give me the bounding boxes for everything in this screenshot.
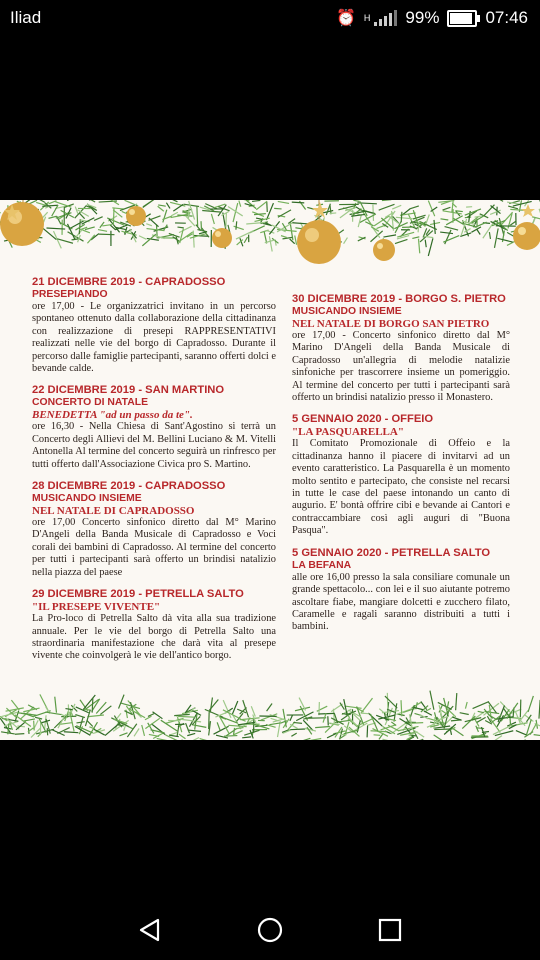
pine-needle: [367, 725, 368, 737]
pine-needle: [15, 734, 24, 735]
pine-needle: [443, 236, 459, 243]
pine-needle: [188, 208, 189, 219]
pine-needle: [278, 201, 289, 203]
pine-needle: [11, 700, 19, 710]
pine-needle: [315, 726, 330, 727]
events-column-right: [292, 293, 510, 643]
pine-needle: [422, 739, 437, 740]
pine-needle: [201, 221, 202, 231]
event-21-dicembre: [32, 276, 276, 375]
pine-needle: [411, 206, 419, 209]
pine-needle: [233, 731, 242, 735]
pine-needle: [236, 221, 237, 229]
pine-needle: [438, 201, 454, 203]
pine-needle: [370, 714, 378, 731]
pine-needle: [443, 207, 451, 210]
event-description: ore 16,30 - Nella Chiesa di Sant'Agostino si terrà un Concerto degli Allievi del M. Bellini Luciano & M. Vitelli Antonella Al termine del concerto seguirà un rinfresco per tutti offerto dall'Associazione Civica pro S. Martino.: [32, 421, 276, 470]
pine-needle: [205, 709, 223, 717]
pine-needle: [193, 231, 194, 248]
pine-needle: [489, 232, 490, 239]
status-icons: [336, 8, 528, 28]
pine-needle: [92, 698, 93, 713]
pine-needle: [361, 713, 369, 714]
pine-needle: [68, 704, 69, 715]
pine-needle: [325, 724, 334, 733]
event-heading: 5 GENNAIO 2020 - PETRELLA SALTO: [292, 546, 491, 559]
pine-needle: [234, 226, 244, 229]
pine-needle: [119, 733, 127, 736]
pine-needle: [290, 239, 295, 244]
pine-needle: [447, 701, 448, 708]
alarm-icon: ⏰: [336, 10, 356, 27]
pine-needle: [401, 212, 402, 223]
pine-needle: [383, 235, 396, 237]
pine-needle: [282, 237, 292, 239]
pine-needle: [256, 201, 267, 210]
pine-needle: [382, 200, 391, 201]
pine-needle: [516, 731, 527, 736]
recents-icon[interactable]: [376, 916, 404, 944]
pine-needle: [281, 236, 287, 238]
pine-needle: [471, 227, 481, 232]
pine-needle: [158, 205, 166, 206]
pine-needle: [489, 736, 502, 740]
pine-needle: [267, 703, 272, 711]
pine-needle: [236, 231, 254, 239]
pine-needle: [205, 204, 217, 209]
event-description: ore 17,00 - Concerto sinfonico diretto dal M° Marino D'Angeli della Banda Musicale di Capradosso un'allegria di melodie natalizie sinfoniche per trascorrere insieme un pomeriggio. Al termine del concerto per tutti i partecipanti sarà offerto un brindisi natalizio presso il Monastero.: [292, 330, 510, 404]
pine-needle: [142, 725, 145, 736]
event-subtitle: "IL PRESEPE VIVENTE": [32, 601, 161, 614]
pine-needle: [197, 230, 207, 232]
pine-needle: [298, 738, 310, 740]
pine-needle: [441, 219, 449, 220]
pine-needle: [16, 722, 26, 730]
event-28-dicembre: [32, 480, 276, 579]
event-heading: 5 GENNAIO 2020 - OFFEIO: [292, 413, 434, 426]
pine-needle: [232, 701, 237, 714]
event-subtitle: "LA PASQUARELLA": [292, 426, 404, 439]
pine-needle: [421, 701, 427, 709]
pine-needle: [456, 693, 457, 710]
battery-percent: 99%: [405, 8, 440, 27]
event-30-dicembre: [292, 293, 510, 404]
pine-needle: [428, 201, 434, 217]
pine-needle: [239, 201, 241, 207]
pine-needle: [134, 729, 139, 737]
pine-needle: [345, 706, 362, 708]
pine-needle: [91, 234, 99, 240]
pine-needle: [200, 739, 218, 740]
pine-needle: [293, 722, 302, 723]
battery-icon: [447, 10, 477, 27]
pine-needle: [139, 236, 146, 240]
pine-needle: [34, 721, 35, 731]
pine-garland-top: [0, 200, 540, 282]
pine-needle: [119, 695, 125, 709]
event-29-dicembre: [32, 588, 276, 663]
pine-needle: [434, 717, 435, 729]
pine-needle: [374, 216, 389, 226]
event-subtitle: MUSICANDO INSIEME: [292, 306, 402, 317]
pine-needle: [246, 222, 265, 224]
event-subtitle-2: NEL NATALE DI CAPRADOSSO: [32, 505, 195, 518]
pine-needle: [202, 210, 221, 212]
pine-needle: [252, 200, 260, 201]
pine-garland-bottom: [0, 688, 540, 740]
navigation-bar: [0, 896, 540, 960]
pine-needle: [87, 235, 94, 243]
pine-needle: [382, 739, 390, 740]
pine-needle: [465, 702, 467, 709]
pine-needle: [330, 213, 337, 214]
pine-needle: [476, 728, 484, 729]
pine-needle: [274, 208, 281, 209]
pine-needle: [87, 721, 93, 727]
event-22-dicembre: [32, 384, 276, 471]
pine-needle: [157, 738, 169, 740]
pine-needle: [510, 714, 511, 726]
event-5-gennaio-offeio: [292, 413, 510, 537]
pine-needle: [305, 728, 316, 731]
pine-needle: [148, 216, 160, 221]
pine-needle: [146, 224, 152, 226]
pine-needle: [181, 719, 201, 722]
pine-needle: [455, 211, 462, 212]
pine-needle: [226, 728, 237, 736]
pine-needle: [528, 696, 533, 712]
pine-needle: [125, 227, 127, 235]
pine-needle: [473, 702, 489, 709]
pine-needle: [412, 237, 419, 239]
event-description: alle ore 16,00 presso la sala consiliare comunale un grande spettacolo... con lei e il suo aiutante potremo ascoltare fiabe, mangiare dolcetti e zucchero filato, Caramelle e ragali saranno distribuiti a tutti i bambini.: [292, 571, 510, 633]
pine-needle: [107, 218, 124, 225]
pine-needle: [353, 200, 359, 201]
pine-needle: [78, 200, 95, 202]
event-subtitle: LA BEFANA: [292, 559, 352, 571]
pine-needle: [178, 716, 195, 717]
pine-needle: [57, 239, 73, 243]
flyer-image[interactable]: [0, 200, 540, 740]
pine-needle: [45, 712, 61, 714]
pine-needle: [187, 733, 195, 735]
pine-needle: [476, 726, 479, 732]
pine-needle: [425, 240, 426, 248]
pine-needle: [226, 212, 227, 227]
network-type: H: [363, 13, 371, 23]
pine-needle: [179, 734, 186, 739]
events-column-left: [32, 276, 276, 672]
pine-needle: [65, 709, 72, 710]
pine-needle: [317, 706, 327, 711]
event-heading: 29 DICEMBRE 2019 - PETRELLA SALTO: [32, 588, 244, 601]
signal-icon: [374, 10, 397, 26]
pine-needle: [430, 222, 440, 224]
pine-needle: [269, 723, 280, 725]
event-5-gennaio-petrella: [292, 547, 510, 634]
pine-needle: [424, 711, 432, 715]
pine-needle: [385, 696, 397, 708]
pine-needle: [434, 735, 447, 740]
event-heading: 30 DICEMBRE 2019 - BORGO S. PIETRO: [292, 293, 506, 305]
pine-needle: [395, 239, 407, 243]
status-bar: [0, 0, 540, 36]
pine-needle: [488, 200, 503, 201]
pine-needle: [430, 691, 434, 710]
pine-needle: [392, 205, 401, 209]
clock: 07:46: [485, 8, 528, 27]
pine-needle: [223, 710, 241, 719]
pine-needle: [243, 700, 249, 717]
event-subtitle: PRESEPIANDO: [32, 289, 108, 300]
pine-needle: [489, 705, 491, 716]
pine-needle: [174, 714, 190, 715]
pine-needle: [344, 238, 348, 244]
event-subtitle: CONCERTO DI NATALE: [32, 397, 149, 409]
pine-needle: [379, 204, 395, 210]
event-description: ore 17,00 - Le organizzatrici invitano in un percorso spontaneo ottenuto dalla collaborazione della cittadinanza con realizzazione di presepi RAPPRESENTATIVI realizzati nelle vie del borgo di Capradosso. Durante il percorso dalle famiglie partecipanti, saranno offerti dolci e bevande calde.: [32, 301, 276, 375]
pine-needle: [217, 722, 220, 730]
pine-needle: [401, 700, 402, 716]
pine-needle: [478, 711, 484, 712]
pine-needle: [224, 736, 237, 737]
event-heading: 28 DICEMBRE 2019 - CAPRADOSSO: [32, 480, 226, 493]
pine-needle: [445, 230, 451, 244]
pine-needle: [292, 202, 304, 203]
pine-needle: [295, 236, 297, 245]
event-subtitle: MUSICANDO INSIEME: [32, 493, 142, 505]
pine-needle: [52, 205, 58, 216]
pine-needle: [83, 230, 90, 233]
pine-needle: [376, 225, 385, 228]
event-description: Il Comitato Promozionale di Offeio e la cittadinanza hanno il piacere di invitarvi ad un evento caratteristico. La Pasquarella è un momento molto sentito e partecipato, che consiste nel recarsi in tutte le case del paese intonando un canto di augurio. E' bontà offrire cibi e bevande ai Cantori e contraccambiare così agli auguri di "Buona Pasqua".: [292, 438, 510, 537]
event-heading: 21 DICEMBRE 2019 - CAPRADOSSO: [32, 276, 226, 288]
pine-needle: [171, 200, 177, 202]
pine-needle: [445, 227, 459, 230]
pine-needle: [371, 731, 388, 732]
pine-needle: [184, 204, 199, 206]
pine-needle: [408, 214, 414, 227]
pine-needle: [440, 232, 453, 234]
pine-needle: [290, 715, 293, 721]
pine-needle: [215, 711, 230, 717]
pine-needle: [384, 211, 395, 227]
pine-needle: [96, 702, 106, 713]
pine-needle: [534, 735, 540, 737]
event-description: ore 17,00 Concerto sinfonico diretto dal M° Marino D'Angeli della Banda Musicale di Capradosso e Voci corali dei bambini di Capradosso. Al termine del concerto per tutti i partecipanti sarà offerto un brindisi natalizio nella piazza del paese: [32, 517, 276, 578]
pine-needle: [510, 221, 515, 225]
pine-needle: [186, 723, 190, 733]
pine-needle: [153, 712, 163, 719]
pine-needle: [267, 202, 268, 212]
event-subtitle-2: BENEDETTA "ad un passo da te".: [32, 409, 193, 422]
pine-needle: [113, 208, 114, 225]
pine-needle: [242, 737, 251, 738]
pine-needle: [197, 206, 198, 226]
pine-needle: [100, 222, 104, 228]
pine-needle: [333, 709, 334, 724]
carrier-name: Iliad: [10, 8, 42, 27]
event-heading: 22 DICEMBRE 2019 - SAN MARTINO: [32, 384, 225, 397]
pine-needle: [171, 212, 178, 216]
pine-needle: [244, 237, 247, 243]
pine-needle: [143, 200, 155, 207]
pine-needle: [236, 728, 244, 729]
pine-needle: [269, 236, 272, 251]
pine-needle: [75, 715, 85, 718]
pine-needle: [358, 214, 361, 227]
pine-needle: [483, 222, 494, 238]
pine-needle: [188, 730, 201, 731]
pine-needle: [98, 230, 107, 232]
pine-needle: [76, 722, 84, 723]
pine-needle: [158, 206, 164, 211]
pine-needle: [67, 200, 82, 201]
pine-needle: [55, 697, 57, 713]
event-subtitle-2: NEL NATALE DI BORGO SAN PIETRO: [292, 318, 490, 330]
pine-needle: [435, 726, 451, 728]
home-icon[interactable]: [256, 916, 284, 944]
pine-needle: [173, 204, 183, 211]
pine-needle: [6, 718, 19, 729]
pine-needle: [434, 220, 435, 234]
pine-needle: [418, 239, 419, 254]
pine-needle: [460, 713, 469, 715]
pine-needle: [376, 715, 389, 720]
pine-needle: [462, 716, 475, 729]
pine-needle: [446, 216, 463, 225]
pine-needle: [117, 713, 121, 718]
pine-needle: [223, 700, 231, 718]
pine-needle: [64, 732, 79, 733]
pine-needle: [0, 213, 1, 214]
pine-needle: [532, 217, 540, 221]
pine-needle: [87, 715, 104, 717]
pine-needle: [210, 698, 212, 713]
event-description: La Pro-loco di Petrella Salto dà vita alla sua tradizione annuale. Per le vie del borgo di Petrella Salto una straordinaria manifestazione che darà vita al presepe vivente che coinvolgerà le vie dell'antico borgo.: [32, 613, 276, 662]
pine-needle: [94, 217, 103, 221]
pine-needle: [130, 229, 137, 242]
back-icon[interactable]: [136, 916, 164, 944]
pine-needle: [497, 238, 512, 242]
pine-needle: [483, 205, 494, 217]
pine-needle: [342, 714, 351, 715]
pine-needle: [475, 216, 482, 217]
pine-needle: [48, 216, 56, 218]
pine-needle: [428, 238, 433, 256]
pine-needle: [256, 218, 262, 219]
pine-needle: [211, 214, 214, 224]
pine-needle: [291, 733, 296, 736]
pine-needle: [166, 203, 170, 209]
pine-needle: [45, 715, 47, 729]
pine-needle: [99, 234, 115, 235]
pine-needle: [83, 695, 95, 710]
pine-needle: [177, 227, 183, 228]
pine-needle: [495, 731, 513, 736]
pine-needle: [192, 725, 206, 728]
